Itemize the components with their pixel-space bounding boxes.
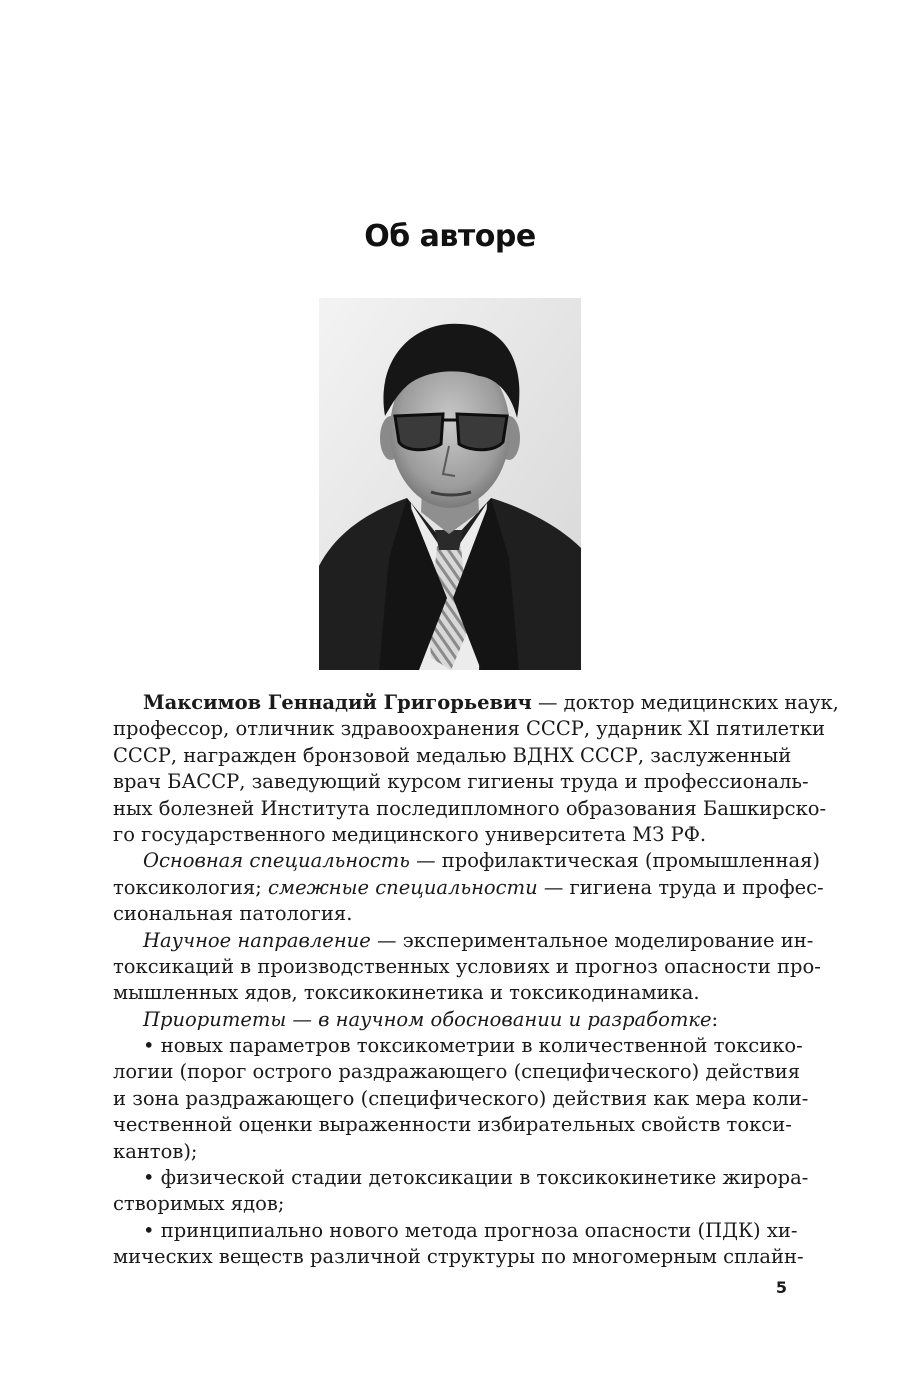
page-number: 5 xyxy=(775,1278,787,1297)
text-line: логии (порог острого раздражающего (специфического) действия xyxy=(113,1060,801,1084)
bullet-item: • принципиально нового метода прогноза опасности (ПДК) хи- xyxy=(143,1218,798,1242)
biography-text xyxy=(113,690,839,1271)
text-line: мических веществ различной структуры по многомерным сплайн- xyxy=(113,1245,804,1269)
text-line: ных болезней Института последипломного образования Башкирско- xyxy=(113,796,827,820)
text-line: профессор, отличник здравоохранения СССР, ударник XI пятилетки xyxy=(113,717,826,741)
text-line: створимых ядов; xyxy=(113,1192,285,1216)
paragraph-name-intro: Максимов Геннадий Григорьевич — доктор медицинских наук, xyxy=(143,691,839,714)
text-line: чественной оценки выраженности избирательных свойств токси- xyxy=(113,1113,792,1137)
text-line: токсикология; смежные специальности — гигиена труда и профес- xyxy=(113,875,824,899)
text-line: кантов); xyxy=(113,1139,198,1163)
paragraph-specialty: Основная специальность — профилактическая (промышленная) xyxy=(143,849,821,873)
paragraph-research: Научное направление — экспериментальное моделирование ин- xyxy=(143,928,814,952)
research-direction-label: Научное направление xyxy=(143,928,371,952)
related-specialties-label: смежные специальности xyxy=(267,875,538,899)
author-portrait-photo xyxy=(319,298,581,670)
page-title: Об авторе xyxy=(364,219,536,254)
portrait-illustration xyxy=(319,298,581,670)
text-line: мышленных ядов, токсикокинетика и токсикодинамика. xyxy=(113,981,700,1005)
text-line: токсикаций в производственных условиях и прогноз опасности про- xyxy=(113,954,821,978)
priorities-label: Приоритеты — в научном обосновании и разработке xyxy=(143,1007,712,1031)
author-name: Максимов Геннадий Григорьевич xyxy=(143,691,532,714)
text-line: врач БАССР, заведующий курсом гигиены труда и профессиональ- xyxy=(113,770,809,794)
text-line: СССР, награжден бронзовой медалью ВДНХ СССР, заслуженный xyxy=(113,743,792,767)
text-line: сиональная патология. xyxy=(113,902,353,926)
paragraph-priorities: Приоритеты — в научном обосновании и разработке: xyxy=(143,1007,719,1031)
bullet-item: • новых параметров токсикометрии в количественной токсико- xyxy=(143,1034,803,1058)
specialty-label: Основная специальность xyxy=(143,849,410,873)
bullet-item: • физической стадии детоксикации в токсикокинетике жирора- xyxy=(143,1166,809,1190)
text-line: го государственного медицинского университета МЗ РФ. xyxy=(113,822,707,846)
text-line: и зона раздражающего (специфического) действия как мера коли- xyxy=(113,1086,809,1110)
